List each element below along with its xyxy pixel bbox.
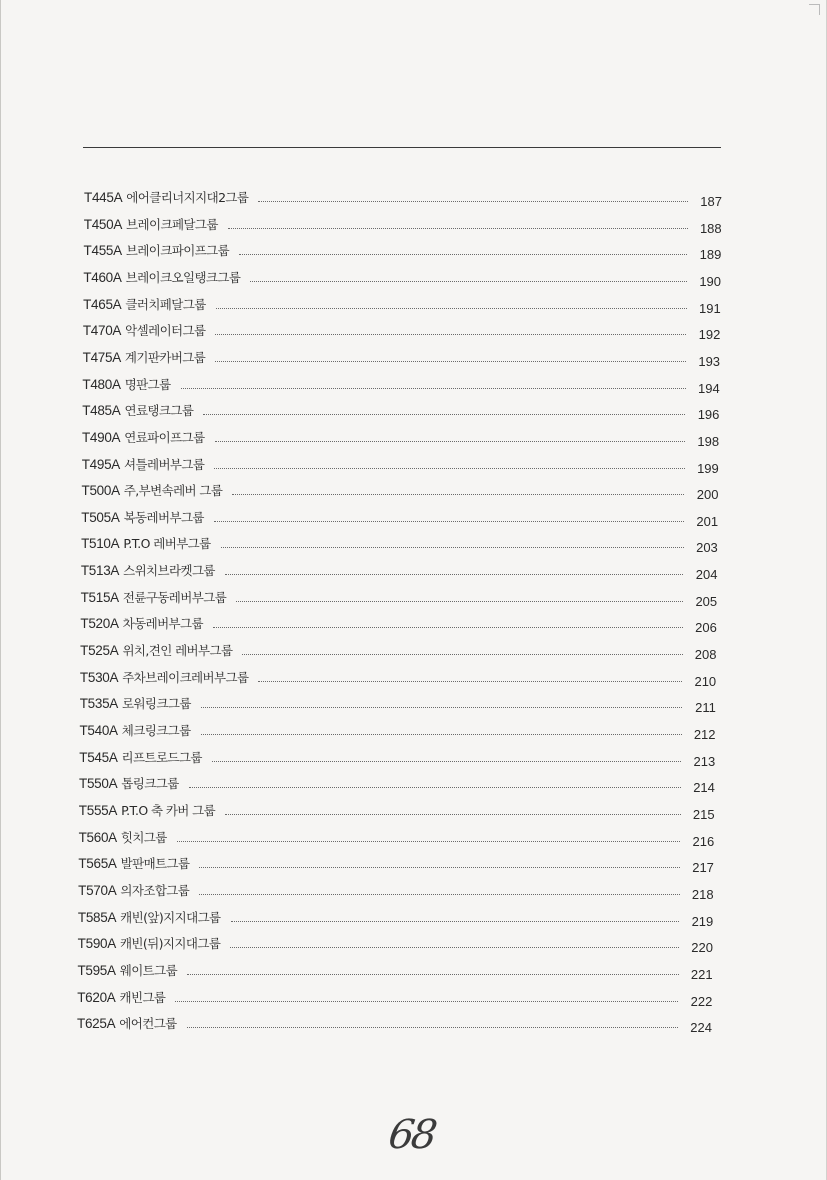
toc-entry [80, 638, 717, 663]
toc-code: T550A [79, 776, 118, 792]
toc-entry [79, 745, 715, 767]
toc-code: T465A [83, 296, 122, 312]
toc-code: T500A [81, 483, 120, 499]
toc-code: T620A [77, 989, 116, 1005]
toc-page-number: 191 [699, 300, 721, 316]
toc-title: 브레이크오일탱크그룹 [125, 269, 241, 285]
dot-leader [215, 334, 686, 335]
dot-leader [239, 254, 687, 255]
toc-title: 복동레버부그룹 [123, 509, 204, 525]
toc-page-number: 217 [692, 860, 714, 876]
toc-page-number: 192 [698, 327, 721, 343]
toc-code: T595A [77, 962, 116, 978]
dot-leader [258, 201, 688, 202]
toc-code: T515A [80, 589, 119, 605]
toc-entry [80, 558, 718, 583]
dot-leader [203, 414, 685, 415]
toc-page-number: 201 [696, 513, 719, 529]
toc-code: T585A [77, 909, 117, 925]
toc-title: 주차브레이크레버부그룹 [122, 669, 249, 685]
toc-title: 로워링크그룹 [121, 696, 191, 712]
toc-page-number: 218 [691, 886, 714, 902]
toc-page-number: 214 [693, 780, 715, 796]
toc-title: 체크링크그룹 [121, 723, 191, 738]
toc-page-number: 206 [695, 620, 717, 636]
toc-code: T475A [82, 349, 121, 365]
dot-leader [215, 361, 686, 362]
toc-title: 캐빈(앞)지지대그룹 [120, 909, 221, 925]
toc-entry [78, 905, 713, 927]
toc-code: T625A [77, 1016, 116, 1032]
toc-title: 주,부변속레버 그룹 [123, 483, 223, 499]
toc-title: 리프트로드그룹 [121, 749, 202, 765]
toc-page-number: 211 [695, 700, 716, 716]
toc-code: T490A [81, 429, 121, 445]
toc-code: T505A [81, 509, 120, 525]
toc-page-number: 190 [699, 273, 722, 289]
page-corner-mark [809, 4, 820, 15]
toc-title: 브레이크파이프그룹 [125, 243, 230, 259]
dot-leader [181, 388, 686, 389]
toc-entry [83, 345, 720, 367]
toc-entry [82, 425, 719, 447]
toc-code: T565A [78, 856, 117, 872]
toc-code: T525A [80, 643, 119, 659]
toc-code: T545A [79, 749, 118, 765]
toc-title: 명판그룹 [124, 376, 171, 392]
dot-leader [177, 841, 680, 842]
toc-title: 악셀레이터그룹 [125, 323, 206, 339]
toc-entry [77, 958, 712, 980]
toc-code: T450A [83, 216, 123, 232]
toc-entry [82, 372, 719, 394]
dot-leader [242, 654, 682, 655]
toc-page-number: 200 [696, 487, 719, 503]
toc-entry [79, 798, 715, 820]
toc-entry [81, 585, 718, 607]
toc-entry [80, 611, 717, 636]
toc-page-number: 204 [695, 567, 718, 583]
toc-page-number: 213 [693, 753, 716, 769]
toc-entry [82, 398, 720, 423]
toc-code: T480A [82, 376, 121, 392]
toc-title: 캐빈그룹 [119, 989, 166, 1005]
dot-leader [212, 761, 681, 762]
toc-title: 에어클리너지지대2그룹 [126, 190, 249, 205]
toc-code: T445A [84, 190, 123, 205]
toc-code: T495A [81, 456, 121, 472]
toc-code: T530A [79, 669, 119, 685]
toc-title: 셔틀레버부그룹 [124, 456, 205, 472]
toc-code: T470A [82, 323, 122, 339]
toc-entry [81, 478, 719, 503]
toc-code: T540A [79, 723, 118, 738]
toc-code: T455A [83, 243, 122, 259]
dot-leader [201, 707, 682, 708]
toc-title: P.T.O 축 카버 그룹 [121, 802, 216, 818]
dot-leader [228, 228, 688, 229]
dot-leader [214, 521, 684, 522]
toc-page-number: 215 [692, 806, 715, 822]
dot-leader [221, 547, 684, 548]
toc-entry [82, 318, 721, 343]
dot-leader [225, 814, 680, 815]
toc-title: 클러치페달그룹 [125, 296, 206, 312]
dot-leader [231, 921, 680, 922]
toc-code: T510A [81, 536, 120, 552]
toc-code: T535A [79, 696, 118, 712]
toc-entry [81, 505, 718, 527]
toc-page-number: 221 [690, 966, 713, 982]
dot-leader [216, 308, 687, 309]
toc-entry [77, 931, 713, 956]
toc-page-number: 220 [691, 940, 713, 956]
toc-title: 스위치브라켓그룹 [123, 563, 215, 579]
toc-entry [83, 238, 722, 263]
toc-entry [81, 531, 718, 556]
toc-page-number: 187 [700, 194, 722, 209]
toc-code: T590A [77, 936, 116, 952]
dot-leader [199, 894, 679, 895]
toc-entry [79, 691, 716, 716]
toc-title: 차동레버부그룹 [122, 616, 203, 632]
toc-code: T555A [78, 802, 118, 818]
toc-title: 계기판카버그룹 [124, 349, 206, 365]
toc-title: 연료탱크그룹 [124, 403, 194, 419]
toc-title: 연료파이프그룹 [124, 429, 205, 445]
toc-entry [84, 185, 722, 207]
toc-page-number: 203 [696, 540, 718, 556]
toc-title: 의자조합그룹 [120, 882, 190, 898]
toc-entry [83, 265, 721, 287]
toc-page-number: 193 [698, 353, 721, 369]
toc-code: T560A [78, 829, 117, 845]
toc-entry [83, 292, 721, 314]
toc-entry [79, 771, 715, 796]
dot-leader [232, 494, 684, 495]
toc-page-number: 199 [697, 460, 719, 476]
toc-page-number: 189 [699, 247, 722, 263]
toc-title: 힛치그룹 [120, 829, 167, 845]
dot-leader [175, 1001, 678, 1002]
toc-page-number: 196 [697, 407, 720, 423]
toc-page-number: 198 [697, 433, 720, 449]
toc-page-number: 224 [690, 1020, 712, 1036]
toc-entry [78, 878, 713, 900]
toc-title: 톱링크그룹 [121, 776, 179, 792]
dot-leader [230, 947, 679, 948]
toc-title: 웨이트그룹 [119, 962, 178, 978]
toc-code: T570A [78, 882, 117, 898]
dot-leader [215, 441, 686, 442]
dot-leader [258, 681, 682, 682]
toc-page-number: 216 [692, 833, 715, 849]
toc-code: T520A [80, 616, 119, 632]
dot-leader [225, 574, 684, 575]
toc-page-number: 210 [694, 673, 717, 689]
toc-page-number: 194 [698, 380, 720, 396]
toc-entry [77, 1011, 712, 1036]
toc-page-number: 219 [691, 913, 714, 929]
dot-leader [201, 734, 682, 735]
toc-code: T460A [83, 269, 122, 285]
dot-leader [187, 974, 679, 975]
toc-title: 캐빈(뒤)지지대그룹 [119, 936, 221, 952]
toc-entry [78, 851, 714, 876]
toc-title: 브레이크페달그룹 [126, 216, 218, 232]
dot-leader [213, 627, 683, 628]
toc-entry [84, 212, 722, 234]
toc-entry [80, 665, 716, 687]
toc-page-number: 188 [699, 220, 722, 236]
toc-title: 발판매트그룹 [120, 856, 190, 872]
dot-leader [187, 1027, 678, 1028]
toc-page-number: 222 [690, 993, 713, 1009]
toc-entry [77, 985, 712, 1007]
dot-leader [236, 601, 683, 602]
toc-entry [79, 718, 715, 740]
toc-code: T513A [80, 563, 120, 579]
dot-leader [214, 468, 684, 469]
toc-entry [82, 452, 719, 474]
dot-leader [250, 281, 687, 282]
dot-leader [189, 787, 681, 788]
toc-page-number: 205 [695, 593, 718, 609]
header-rule [83, 147, 721, 148]
toc-title: P.T.O 레버부그룹 [123, 536, 211, 552]
toc-entry [79, 825, 715, 847]
toc-title: 위치,견인 레버부그룹 [122, 643, 233, 659]
dot-leader [199, 867, 679, 868]
toc-code: T485A [82, 403, 121, 419]
toc-title: 전륜구동레버부그룹 [122, 589, 227, 605]
handwritten-page-number: 68 [385, 1112, 438, 1158]
toc-page-number: 208 [694, 647, 717, 663]
toc-page-number: 212 [693, 727, 716, 742]
toc-title: 에어컨그룹 [119, 1016, 177, 1032]
